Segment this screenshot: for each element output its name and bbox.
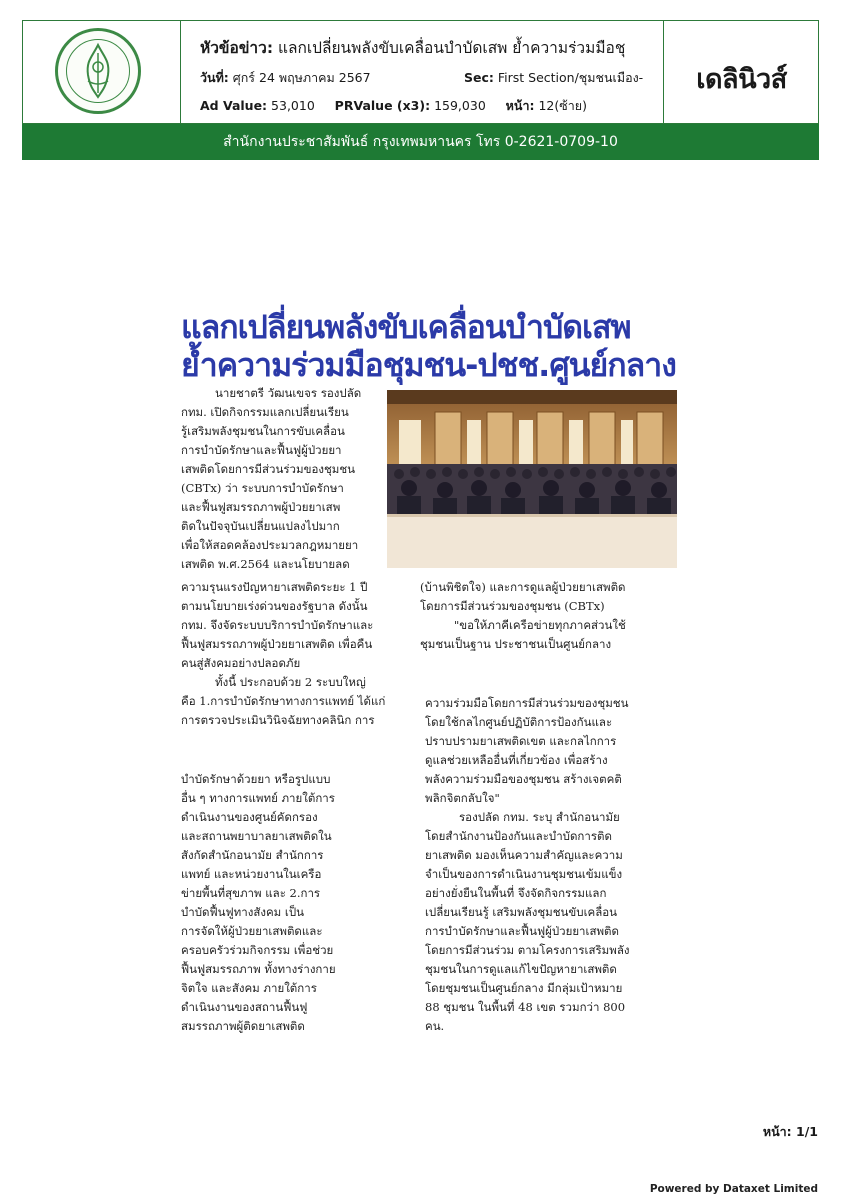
column-1-top xyxy=(181,384,381,574)
date-label: วันที่: xyxy=(200,70,229,85)
paragraph-line: เปลี่ยนเรียนรู้ เสริมพลังชุมชนขับเคลื่อน xyxy=(425,905,618,919)
paragraph-line: โดยใช้กลไกศูนย์ปฏิบัติการป้องกันและ xyxy=(425,715,613,729)
paragraph-line: ชุมชนเป็นฐาน ประชาชนเป็นศูนย์กลาง xyxy=(420,637,612,651)
column-2-top xyxy=(420,578,640,654)
publication-cell xyxy=(663,21,819,123)
paragraph-line: ทั้งนี้ ประกอบด้วย 2 ระบบใหญ่ xyxy=(215,675,366,689)
paragraph-line: ความร่วมมือโดยการมีส่วนร่วมของชุมชน xyxy=(425,696,629,710)
paragraph-line: ติดในปัจจุบันเปลี่ยนแปลงไปมาก xyxy=(181,519,340,533)
column-1-middle xyxy=(181,578,391,730)
paragraph-line: อย่างยั่งยืนในพื้นที่ จึงจัดกิจกรรมแลก xyxy=(425,886,607,900)
paragraph-line: ดูแลช่วยเหลืออื่นที่เกี่ยวข้อง เพื่อสร้าง xyxy=(425,753,608,767)
paragraph-line: (บ้านพิชิตใจ) และการดูแลผู้ป่วยยาเสพติด xyxy=(420,580,626,594)
conference-photo-image xyxy=(387,390,677,568)
paragraph-line: ดำเนินงานของสถานฟื้นฟู xyxy=(181,1000,308,1014)
paragraph-line: เสพติด พ.ศ.2564 และนโยบายลด xyxy=(181,557,350,571)
column-1-bottom xyxy=(181,770,351,1036)
section-label: Sec: xyxy=(464,70,494,85)
paragraph-line: และฟื้นฟูสมรรถภาพผู้ป่วยยาเสพ xyxy=(181,500,341,514)
pr-value-label: PRValue (x3): xyxy=(334,98,431,113)
paragraph-line: โดยชุมชนเป็นศูนย์กลาง มีกลุ่มเป้าหมาย xyxy=(425,981,623,995)
paragraph-line: โดยการมีส่วนร่วมของชุมชน (CBTx) xyxy=(420,599,605,613)
bma-logo-cell xyxy=(23,21,181,123)
paragraph-line: ตามนโยบายเร่งด่วนของรัฐบาล ดังนั้น xyxy=(181,599,368,613)
paragraph-line: ปราบปรามยาเสพติดเขต และกลไกการ xyxy=(425,734,617,748)
paragraph-line: ฟื้นฟูสมรรถภาพ ทั้งทางร่างกาย xyxy=(181,962,336,976)
publication-name: เดลินิวส์ xyxy=(696,64,787,95)
paragraph-line: "ขอให้ภาคีเครือข่ายทุกภาคส่วนใช้ xyxy=(454,618,626,632)
bma-seal-logo xyxy=(55,28,141,114)
paragraph-line: 88 ชุมชน ในพื้นที่ 48 เขต รวมกว่า 800 xyxy=(425,1000,626,1014)
paragraph-line: การบำบัดรักษาและฟื้นฟูผู้ป่วยยาเสพติด xyxy=(425,924,619,938)
paragraph-line: จิตใจ และสังคม ภายใต้การ xyxy=(181,981,317,995)
paragraph-line: โดยสำนักงานป้องกันและบำบัดการติด xyxy=(425,829,612,843)
value-row xyxy=(200,96,587,116)
paragraph-line: เสพติดโดยการมีส่วนร่วมของชุมชน xyxy=(181,462,356,476)
paragraph-line: ยาเสพติด มองเห็นความสำคัญและความ xyxy=(425,848,623,862)
paragraph-line: รองปลัด กทม. ระบุ สำนักอนามัย xyxy=(459,810,620,824)
paragraph-line: พลิกจิตกลับใจ" xyxy=(425,791,500,805)
ad-value: 53,010 xyxy=(271,98,315,113)
seal-emblem-icon xyxy=(58,31,138,111)
clipping-header xyxy=(22,20,819,124)
article-title-line-1: แลกเปลี่ยนพลังขับเคลื่อนบำบัดเสพ xyxy=(181,308,631,346)
paragraph-line: และสถานพยาบาลยาเสพติดใน xyxy=(181,829,332,843)
paragraph-line: รู้เสริมพลังชุมชนในการขับเคลื่อน xyxy=(181,424,345,438)
paragraph-line: ข่ายพื้นที่สุขภาพ และ 2.การ xyxy=(181,886,321,900)
paragraph-line: ดำเนินงานของศูนย์คัดกรอง xyxy=(181,810,318,824)
paragraph-line: บำบัดฟื้นฟูทางสังคม เป็น xyxy=(181,905,304,919)
page-label: หน้า: xyxy=(505,98,535,113)
headline-text: แลกเปลี่ยนพลังขับเคลื่อนบำบัดเสพ ย้ำความร่วมมือชุ xyxy=(277,39,626,57)
paragraph-line: คือ 1.การบำบัดรักษาทางการแพทย์ ได้แก่ xyxy=(181,694,386,708)
paragraph-line: สมรรถภาพผู้ติดยาเสพติด xyxy=(181,1019,305,1033)
paragraph-line: โดยการมีส่วนร่วม ตามโครงการเสริมพลัง xyxy=(425,943,630,957)
paragraph-line: (CBTx) ว่า ระบบการบำบัดรักษา xyxy=(181,481,344,495)
contact-banner: สำนักงานประชาสัมพันธ์ กรุงเทพมหานคร โทร 0-2621-0709-10 xyxy=(22,124,819,160)
paragraph-line: กทม. จึงจัดระบบบริการบำบัดรักษาและ xyxy=(181,618,374,632)
paragraph-line: ฟื้นฟูสมรรถภาพผู้ป่วยยาเสพติด เพื่อคืน xyxy=(181,637,373,651)
clipping-info xyxy=(180,21,663,123)
paragraph-line: การบำบัดรักษาและฟื้นฟูผู้ป่วยยา xyxy=(181,443,342,457)
paragraph-line: สังกัดสำนักอนามัย สำนักการ xyxy=(181,848,324,862)
headline-label: หัวข้อข่าว: xyxy=(200,39,274,57)
date-row xyxy=(200,68,371,88)
section-row xyxy=(464,68,663,88)
paragraph-line: การจัดให้ผู้ป่วยยาเสพติดและ xyxy=(181,924,323,938)
paragraph-line: บำบัดรักษาด้วยยา หรือรูปแบบ xyxy=(181,772,331,786)
powered-by-credit: Powered by Dataxet Limited xyxy=(649,1183,818,1195)
ad-value-label: Ad Value: xyxy=(200,98,268,113)
paragraph-line: กทม. เปิดกิจกรรมแลกเปลี่ยนเรียน xyxy=(181,405,349,419)
article-title-line-2: ย้ำความร่วมมือชุมชน-ปชช.ศูนย์กลาง xyxy=(181,346,676,384)
section-value: First Section/ชุมชนเมือง- xyxy=(497,70,644,85)
headline-row xyxy=(200,35,663,60)
paragraph-line: แพทย์ และหน่วยงานในเครือ xyxy=(181,867,322,881)
pr-value: 159,030 xyxy=(434,98,486,113)
paragraph-line: ครอบครัวร่วมกิจกรรม เพื่อช่วย xyxy=(181,943,334,957)
paragraph-line: เพื่อให้สอดคล้องประมวลกฎหมายยา xyxy=(181,538,359,552)
page-count: หน้า: 1/1 xyxy=(762,1124,818,1139)
paragraph-line: การตรวจประเมินวินิจฉัยทางคลินิก การ xyxy=(181,713,375,727)
paragraph-line: คนสู่สังคมอย่างปลอดภัย xyxy=(181,656,301,670)
paragraph-line: คน. xyxy=(425,1019,445,1033)
paragraph-line: อื่น ๆ ทางการแพทย์ ภายใต้การ xyxy=(181,791,335,805)
column-2-bottom xyxy=(425,694,640,1036)
paragraph-line: จำเป็นของการดำเนินงานชุมชนเข้มแข็ง xyxy=(425,867,623,881)
paragraph-line: นายชาตรี วัฒนเขจร รองปลัด xyxy=(215,386,362,400)
paragraph-line: พลังความร่วมมือของชุมชน สร้างเจตคติ xyxy=(425,772,622,786)
page-value: 12(ซ้าย) xyxy=(538,98,587,113)
date-value: ศุกร์ 24 พฤษภาคม 2567 xyxy=(232,70,371,85)
paragraph-line: ชุมชนในการดูแลแก้ไขปัญหายาเสพติด xyxy=(425,962,617,976)
paragraph-line: ความรุนแรงปัญหายาเสพติดระยะ 1 ปี xyxy=(181,580,368,594)
article-photo xyxy=(387,390,677,568)
